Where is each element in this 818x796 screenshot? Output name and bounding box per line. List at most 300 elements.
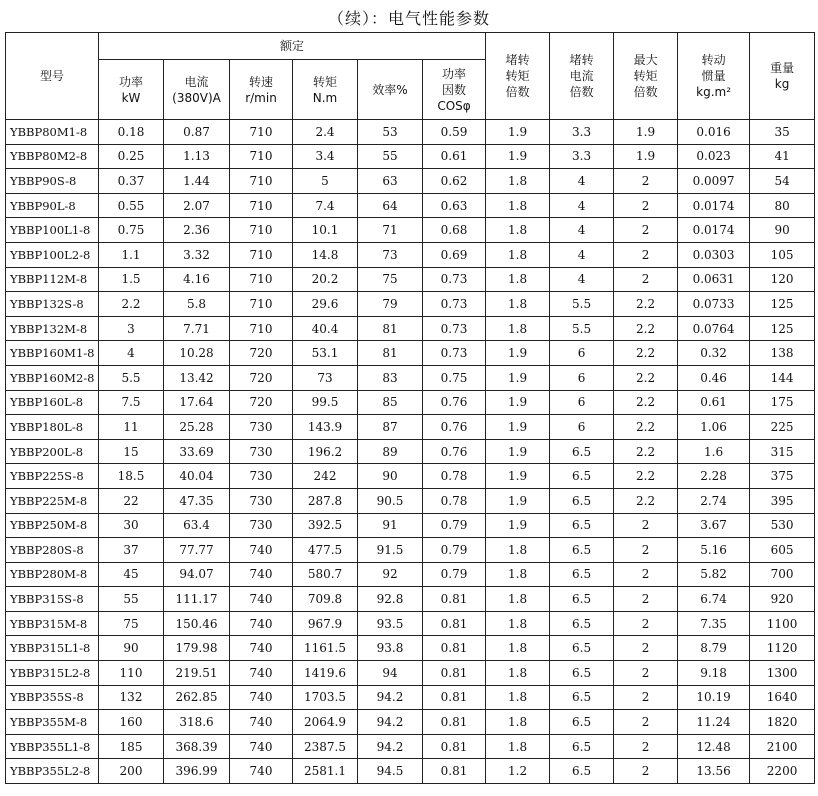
cell-power: 4 bbox=[99, 341, 164, 366]
header-weight: 重量 kg bbox=[750, 33, 815, 120]
cell-efficiency: 94 bbox=[358, 661, 423, 686]
cell-locked-current: 6.5 bbox=[550, 562, 614, 587]
cell-model: YBBP160M2-8 bbox=[6, 365, 99, 390]
cell-power-factor: 0.76 bbox=[423, 439, 486, 464]
cell-efficiency: 94.5 bbox=[358, 759, 423, 784]
cell-current: 94.07 bbox=[164, 562, 230, 587]
cell-power-factor: 0.81 bbox=[423, 611, 486, 636]
cell-current: 47.35 bbox=[164, 488, 230, 513]
cell-current: 7.71 bbox=[164, 316, 230, 341]
table-row bbox=[6, 488, 815, 513]
cell-speed: 740 bbox=[230, 759, 293, 784]
cell-current: 1.44 bbox=[164, 169, 230, 194]
table-row bbox=[6, 341, 815, 366]
cell-torque: 709.8 bbox=[293, 587, 358, 612]
cell-max-torque: 2 bbox=[614, 710, 678, 735]
cell-efficiency: 91 bbox=[358, 513, 423, 538]
cell-current: 10.28 bbox=[164, 341, 230, 366]
cell-power-factor: 0.81 bbox=[423, 587, 486, 612]
cell-weight: 105 bbox=[750, 242, 815, 267]
cell-speed: 720 bbox=[230, 341, 293, 366]
cell-current: 13.42 bbox=[164, 365, 230, 390]
cell-inertia: 10.19 bbox=[678, 685, 750, 710]
table-row bbox=[6, 611, 815, 636]
cell-locked-current: 3.3 bbox=[550, 144, 614, 169]
cell-inertia: 1.06 bbox=[678, 415, 750, 440]
cell-weight: 375 bbox=[750, 464, 815, 489]
cell-locked-current: 6.5 bbox=[550, 439, 614, 464]
cell-locked-current: 4 bbox=[550, 267, 614, 292]
electrical-parameters-table bbox=[5, 32, 815, 784]
cell-inertia: 13.56 bbox=[678, 759, 750, 784]
cell-torque: 10.1 bbox=[293, 218, 358, 243]
cell-max-torque: 2 bbox=[614, 759, 678, 784]
cell-speed: 710 bbox=[230, 120, 293, 145]
cell-speed: 740 bbox=[230, 636, 293, 661]
cell-power-factor: 0.69 bbox=[423, 242, 486, 267]
cell-inertia: 0.0631 bbox=[678, 267, 750, 292]
cell-locked-current: 6.5 bbox=[550, 759, 614, 784]
cell-max-torque: 2.2 bbox=[614, 365, 678, 390]
cell-power: 110 bbox=[99, 661, 164, 686]
cell-weight: 144 bbox=[750, 365, 815, 390]
cell-weight: 605 bbox=[750, 538, 815, 563]
table-header bbox=[6, 33, 815, 120]
cell-torque: 5 bbox=[293, 169, 358, 194]
header-power-factor: 功率 因数 COSφ bbox=[423, 60, 486, 120]
cell-efficiency: 94.2 bbox=[358, 734, 423, 759]
cell-current: 17.64 bbox=[164, 390, 230, 415]
cell-model: YBBP315M-8 bbox=[6, 611, 99, 636]
cell-weight: 125 bbox=[750, 292, 815, 317]
cell-locked-torque: 1.8 bbox=[486, 242, 550, 267]
page-title: （续）：电气性能参数 bbox=[327, 9, 490, 28]
cell-power-factor: 0.79 bbox=[423, 513, 486, 538]
cell-weight: 125 bbox=[750, 316, 815, 341]
cell-model: YBBP315L2-8 bbox=[6, 661, 99, 686]
cell-inertia: 5.82 bbox=[678, 562, 750, 587]
cell-model: YBBP100L2-8 bbox=[6, 242, 99, 267]
cell-locked-torque: 1.8 bbox=[486, 611, 550, 636]
cell-power: 0.18 bbox=[99, 120, 164, 145]
cell-power-factor: 0.73 bbox=[423, 341, 486, 366]
cell-weight: 700 bbox=[750, 562, 815, 587]
cell-current: 3.32 bbox=[164, 242, 230, 267]
cell-weight: 54 bbox=[750, 169, 815, 194]
cell-locked-torque: 1.8 bbox=[486, 316, 550, 341]
cell-current: 63.4 bbox=[164, 513, 230, 538]
cell-locked-current: 6.5 bbox=[550, 464, 614, 489]
cell-inertia: 0.32 bbox=[678, 341, 750, 366]
cell-model: YBBP225M-8 bbox=[6, 488, 99, 513]
cell-speed: 710 bbox=[230, 193, 293, 218]
cell-inertia: 0.0733 bbox=[678, 292, 750, 317]
cell-current: 2.36 bbox=[164, 218, 230, 243]
cell-efficiency: 93.8 bbox=[358, 636, 423, 661]
table-row bbox=[6, 144, 815, 169]
cell-weight: 120 bbox=[750, 267, 815, 292]
header-torque: 转矩 N.m bbox=[293, 60, 358, 120]
cell-speed: 740 bbox=[230, 611, 293, 636]
cell-inertia: 0.46 bbox=[678, 365, 750, 390]
cell-current: 2.07 bbox=[164, 193, 230, 218]
cell-efficiency: 63 bbox=[358, 169, 423, 194]
table-row bbox=[6, 587, 815, 612]
header-model: 型号 bbox=[6, 33, 99, 120]
cell-power-factor: 0.78 bbox=[423, 464, 486, 489]
cell-speed: 730 bbox=[230, 439, 293, 464]
cell-current: 150.46 bbox=[164, 611, 230, 636]
cell-model: YBBP315S-8 bbox=[6, 587, 99, 612]
cell-weight: 530 bbox=[750, 513, 815, 538]
cell-power-factor: 0.73 bbox=[423, 292, 486, 317]
cell-max-torque: 2.2 bbox=[614, 390, 678, 415]
cell-inertia: 8.79 bbox=[678, 636, 750, 661]
cell-speed: 720 bbox=[230, 365, 293, 390]
cell-power-factor: 0.81 bbox=[423, 661, 486, 686]
cell-speed: 720 bbox=[230, 390, 293, 415]
cell-torque: 20.2 bbox=[293, 267, 358, 292]
cell-weight: 2100 bbox=[750, 734, 815, 759]
cell-inertia: 0.0303 bbox=[678, 242, 750, 267]
cell-torque: 73 bbox=[293, 365, 358, 390]
cell-power: 11 bbox=[99, 415, 164, 440]
header-speed: 转速 r/min bbox=[230, 60, 293, 120]
cell-power: 37 bbox=[99, 538, 164, 563]
cell-speed: 740 bbox=[230, 734, 293, 759]
cell-efficiency: 55 bbox=[358, 144, 423, 169]
cell-locked-torque: 1.8 bbox=[486, 169, 550, 194]
cell-max-torque: 2 bbox=[614, 562, 678, 587]
cell-torque: 580.7 bbox=[293, 562, 358, 587]
cell-efficiency: 85 bbox=[358, 390, 423, 415]
cell-current: 4.16 bbox=[164, 267, 230, 292]
cell-weight: 1120 bbox=[750, 636, 815, 661]
cell-power-factor: 0.79 bbox=[423, 562, 486, 587]
cell-max-torque: 2 bbox=[614, 685, 678, 710]
table-row bbox=[6, 562, 815, 587]
cell-torque: 143.9 bbox=[293, 415, 358, 440]
cell-power: 75 bbox=[99, 611, 164, 636]
cell-model: YBBP355S-8 bbox=[6, 685, 99, 710]
cell-max-torque: 2 bbox=[614, 636, 678, 661]
cell-locked-torque: 1.2 bbox=[486, 759, 550, 784]
cell-torque: 40.4 bbox=[293, 316, 358, 341]
cell-max-torque: 2.2 bbox=[614, 292, 678, 317]
cell-locked-torque: 1.8 bbox=[486, 661, 550, 686]
table-row bbox=[6, 685, 815, 710]
cell-power: 132 bbox=[99, 685, 164, 710]
cell-speed: 710 bbox=[230, 218, 293, 243]
cell-inertia: 5.16 bbox=[678, 538, 750, 563]
cell-locked-torque: 1.8 bbox=[486, 292, 550, 317]
cell-current: 40.04 bbox=[164, 464, 230, 489]
cell-speed: 740 bbox=[230, 587, 293, 612]
cell-current: 25.28 bbox=[164, 415, 230, 440]
cell-model: YBBP160L-8 bbox=[6, 390, 99, 415]
cell-current: 219.51 bbox=[164, 661, 230, 686]
cell-power-factor: 0.73 bbox=[423, 316, 486, 341]
cell-model: YBBP355L2-8 bbox=[6, 759, 99, 784]
cell-max-torque: 2 bbox=[614, 193, 678, 218]
cell-max-torque: 2 bbox=[614, 661, 678, 686]
cell-power: 1.1 bbox=[99, 242, 164, 267]
cell-model: YBBP132M-8 bbox=[6, 316, 99, 341]
cell-power: 1.5 bbox=[99, 267, 164, 292]
cell-efficiency: 81 bbox=[358, 316, 423, 341]
cell-torque: 287.8 bbox=[293, 488, 358, 513]
cell-torque: 1703.5 bbox=[293, 685, 358, 710]
cell-inertia: 11.24 bbox=[678, 710, 750, 735]
cell-torque: 3.4 bbox=[293, 144, 358, 169]
cell-max-torque: 2.2 bbox=[614, 464, 678, 489]
table-row bbox=[6, 193, 815, 218]
cell-weight: 80 bbox=[750, 193, 815, 218]
cell-power-factor: 0.78 bbox=[423, 488, 486, 513]
cell-locked-torque: 1.8 bbox=[486, 685, 550, 710]
cell-locked-current: 6.5 bbox=[550, 587, 614, 612]
cell-power: 7.5 bbox=[99, 390, 164, 415]
cell-locked-current: 6.5 bbox=[550, 661, 614, 686]
table-row bbox=[6, 316, 815, 341]
cell-efficiency: 53 bbox=[358, 120, 423, 145]
cell-model: YBBP225S-8 bbox=[6, 464, 99, 489]
table-row bbox=[6, 710, 815, 735]
cell-efficiency: 92.8 bbox=[358, 587, 423, 612]
table-row bbox=[6, 636, 815, 661]
cell-model: YBBP100L1-8 bbox=[6, 218, 99, 243]
cell-locked-torque: 1.8 bbox=[486, 587, 550, 612]
cell-speed: 740 bbox=[230, 685, 293, 710]
cell-model: YBBP280M-8 bbox=[6, 562, 99, 587]
cell-efficiency: 93.5 bbox=[358, 611, 423, 636]
cell-power: 30 bbox=[99, 513, 164, 538]
cell-locked-torque: 1.9 bbox=[486, 120, 550, 145]
cell-locked-torque: 1.8 bbox=[486, 562, 550, 587]
cell-weight: 1640 bbox=[750, 685, 815, 710]
cell-locked-torque: 1.9 bbox=[486, 341, 550, 366]
cell-model: YBBP160M1-8 bbox=[6, 341, 99, 366]
cell-torque: 29.6 bbox=[293, 292, 358, 317]
table-row bbox=[6, 218, 815, 243]
cell-weight: 1100 bbox=[750, 611, 815, 636]
cell-locked-torque: 1.9 bbox=[486, 390, 550, 415]
table-row bbox=[6, 390, 815, 415]
cell-speed: 740 bbox=[230, 538, 293, 563]
cell-inertia: 0.0764 bbox=[678, 316, 750, 341]
cell-weight: 315 bbox=[750, 439, 815, 464]
cell-max-torque: 1.9 bbox=[614, 144, 678, 169]
header-locked-torque: 堵转 转矩 倍数 bbox=[486, 33, 550, 120]
cell-locked-current: 6.5 bbox=[550, 636, 614, 661]
cell-inertia: 12.48 bbox=[678, 734, 750, 759]
cell-speed: 710 bbox=[230, 242, 293, 267]
cell-model: YBBP90S-8 bbox=[6, 169, 99, 194]
cell-current: 396.99 bbox=[164, 759, 230, 784]
cell-power-factor: 0.63 bbox=[423, 193, 486, 218]
cell-max-torque: 2 bbox=[614, 267, 678, 292]
cell-current: 0.87 bbox=[164, 120, 230, 145]
cell-locked-current: 4 bbox=[550, 193, 614, 218]
cell-efficiency: 89 bbox=[358, 439, 423, 464]
cell-torque: 99.5 bbox=[293, 390, 358, 415]
cell-locked-current: 3.3 bbox=[550, 120, 614, 145]
cell-model: YBBP315L1-8 bbox=[6, 636, 99, 661]
cell-inertia: 9.18 bbox=[678, 661, 750, 686]
header-efficiency: 效率% bbox=[358, 60, 423, 120]
cell-locked-current: 5.5 bbox=[550, 292, 614, 317]
cell-efficiency: 90.5 bbox=[358, 488, 423, 513]
cell-current: 1.13 bbox=[164, 144, 230, 169]
cell-model: YBBP250M-8 bbox=[6, 513, 99, 538]
cell-torque: 242 bbox=[293, 464, 358, 489]
table-row bbox=[6, 292, 815, 317]
cell-locked-current: 6 bbox=[550, 390, 614, 415]
cell-inertia: 0.0174 bbox=[678, 193, 750, 218]
cell-power-factor: 0.73 bbox=[423, 267, 486, 292]
cell-locked-current: 6.5 bbox=[550, 538, 614, 563]
cell-model: YBBP80M1-8 bbox=[6, 120, 99, 145]
cell-inertia: 2.28 bbox=[678, 464, 750, 489]
cell-speed: 710 bbox=[230, 144, 293, 169]
cell-speed: 730 bbox=[230, 415, 293, 440]
cell-max-torque: 2.2 bbox=[614, 341, 678, 366]
cell-max-torque: 2 bbox=[614, 734, 678, 759]
cell-efficiency: 71 bbox=[358, 218, 423, 243]
cell-power: 160 bbox=[99, 710, 164, 735]
table-row bbox=[6, 734, 815, 759]
cell-weight: 2200 bbox=[750, 759, 815, 784]
cell-torque: 2387.5 bbox=[293, 734, 358, 759]
cell-torque: 196.2 bbox=[293, 439, 358, 464]
cell-power: 0.75 bbox=[99, 218, 164, 243]
cell-model: YBBP132S-8 bbox=[6, 292, 99, 317]
cell-speed: 730 bbox=[230, 464, 293, 489]
cell-locked-torque: 1.9 bbox=[486, 439, 550, 464]
cell-weight: 138 bbox=[750, 341, 815, 366]
cell-weight: 395 bbox=[750, 488, 815, 513]
cell-speed: 730 bbox=[230, 513, 293, 538]
cell-locked-torque: 1.8 bbox=[486, 193, 550, 218]
cell-max-torque: 2 bbox=[614, 169, 678, 194]
cell-max-torque: 2.2 bbox=[614, 415, 678, 440]
cell-power-factor: 0.76 bbox=[423, 390, 486, 415]
cell-torque: 477.5 bbox=[293, 538, 358, 563]
cell-power-factor: 0.81 bbox=[423, 685, 486, 710]
cell-power-factor: 0.79 bbox=[423, 538, 486, 563]
table-row bbox=[6, 169, 815, 194]
cell-current: 179.98 bbox=[164, 636, 230, 661]
cell-max-torque: 2 bbox=[614, 242, 678, 267]
cell-locked-current: 6.5 bbox=[550, 488, 614, 513]
table-row bbox=[6, 464, 815, 489]
cell-max-torque: 2.2 bbox=[614, 488, 678, 513]
cell-torque: 1419.6 bbox=[293, 661, 358, 686]
cell-max-torque: 2.2 bbox=[614, 316, 678, 341]
cell-inertia: 0.61 bbox=[678, 390, 750, 415]
cell-locked-current: 6.5 bbox=[550, 710, 614, 735]
cell-current: 111.17 bbox=[164, 587, 230, 612]
cell-power: 0.25 bbox=[99, 144, 164, 169]
cell-max-torque: 2 bbox=[614, 218, 678, 243]
cell-current: 33.69 bbox=[164, 439, 230, 464]
table-row bbox=[6, 267, 815, 292]
cell-torque: 392.5 bbox=[293, 513, 358, 538]
cell-power-factor: 0.76 bbox=[423, 415, 486, 440]
cell-inertia: 0.016 bbox=[678, 120, 750, 145]
cell-torque: 2.4 bbox=[293, 120, 358, 145]
cell-power: 90 bbox=[99, 636, 164, 661]
table-row bbox=[6, 415, 815, 440]
table-row bbox=[6, 661, 815, 686]
cell-speed: 710 bbox=[230, 267, 293, 292]
cell-locked-current: 6 bbox=[550, 415, 614, 440]
cell-torque: 7.4 bbox=[293, 193, 358, 218]
cell-model: YBBP200L-8 bbox=[6, 439, 99, 464]
cell-efficiency: 91.5 bbox=[358, 538, 423, 563]
cell-weight: 41 bbox=[750, 144, 815, 169]
cell-locked-torque: 1.9 bbox=[486, 464, 550, 489]
cell-efficiency: 81 bbox=[358, 341, 423, 366]
cell-inertia: 1.6 bbox=[678, 439, 750, 464]
cell-locked-current: 4 bbox=[550, 218, 614, 243]
cell-power: 18.5 bbox=[99, 464, 164, 489]
cell-model: YBBP180L-8 bbox=[6, 415, 99, 440]
cell-model: YBBP355M-8 bbox=[6, 710, 99, 735]
cell-efficiency: 94.2 bbox=[358, 710, 423, 735]
cell-inertia: 2.74 bbox=[678, 488, 750, 513]
header-inertia: 转动 惯量 kg.m² bbox=[678, 33, 750, 120]
cell-model: YBBP90L-8 bbox=[6, 193, 99, 218]
cell-speed: 710 bbox=[230, 316, 293, 341]
cell-weight: 225 bbox=[750, 415, 815, 440]
table-row bbox=[6, 759, 815, 784]
cell-weight: 1820 bbox=[750, 710, 815, 735]
cell-torque: 967.9 bbox=[293, 611, 358, 636]
cell-max-torque: 2 bbox=[614, 587, 678, 612]
cell-power: 55 bbox=[99, 587, 164, 612]
cell-current: 368.39 bbox=[164, 734, 230, 759]
cell-speed: 740 bbox=[230, 661, 293, 686]
cell-torque: 2581.1 bbox=[293, 759, 358, 784]
cell-torque: 53.1 bbox=[293, 341, 358, 366]
cell-current: 5.8 bbox=[164, 292, 230, 317]
table-row bbox=[6, 538, 815, 563]
cell-inertia: 7.35 bbox=[678, 611, 750, 636]
cell-max-torque: 2 bbox=[614, 538, 678, 563]
cell-power: 0.55 bbox=[99, 193, 164, 218]
cell-inertia: 0.023 bbox=[678, 144, 750, 169]
cell-power: 2.2 bbox=[99, 292, 164, 317]
cell-power-factor: 0.81 bbox=[423, 636, 486, 661]
cell-efficiency: 73 bbox=[358, 242, 423, 267]
cell-efficiency: 94.2 bbox=[358, 685, 423, 710]
cell-efficiency: 90 bbox=[358, 464, 423, 489]
cell-speed: 710 bbox=[230, 292, 293, 317]
header-max-torque: 最大 转矩 倍数 bbox=[614, 33, 678, 120]
cell-locked-torque: 1.9 bbox=[486, 513, 550, 538]
cell-speed: 740 bbox=[230, 562, 293, 587]
cell-power-factor: 0.81 bbox=[423, 710, 486, 735]
cell-locked-current: 5.5 bbox=[550, 316, 614, 341]
table-row bbox=[6, 439, 815, 464]
cell-power-factor: 0.75 bbox=[423, 365, 486, 390]
cell-locked-current: 4 bbox=[550, 242, 614, 267]
cell-locked-torque: 1.8 bbox=[486, 538, 550, 563]
cell-speed: 710 bbox=[230, 169, 293, 194]
table-row bbox=[6, 242, 815, 267]
cell-power-factor: 0.59 bbox=[423, 120, 486, 145]
